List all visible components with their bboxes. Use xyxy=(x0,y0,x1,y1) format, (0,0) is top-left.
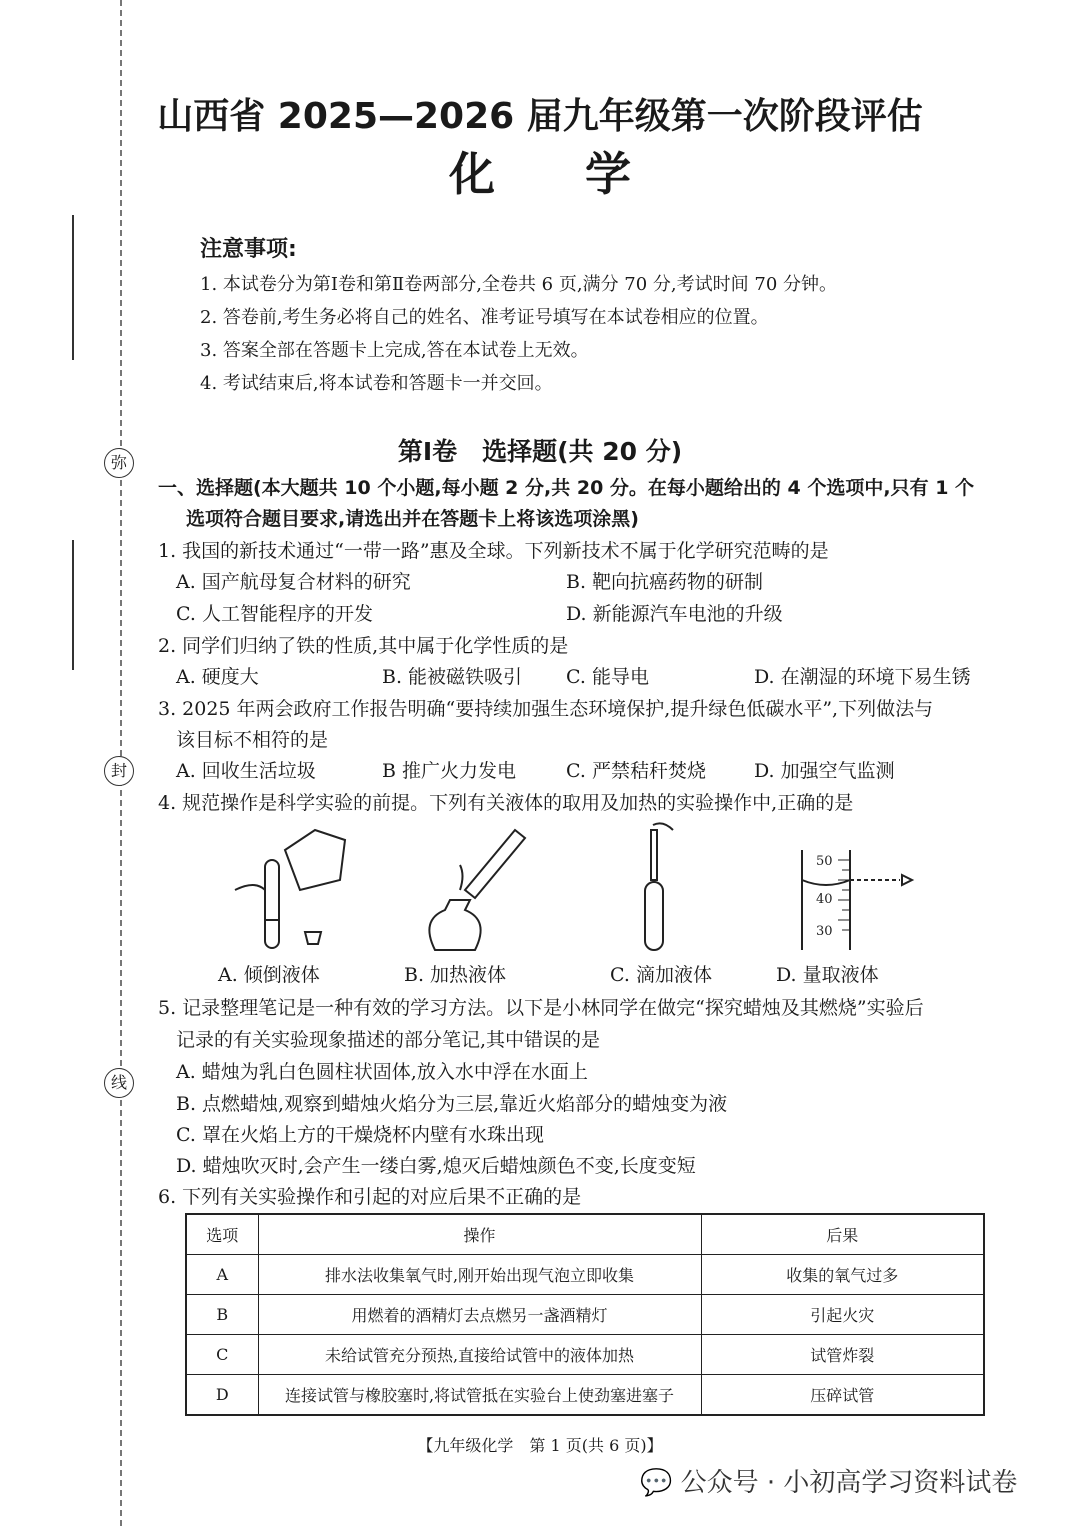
heating-liquid-figure xyxy=(425,820,535,955)
table-cell: 连接试管与橡胶塞时,将试管抵在实验台上使劲塞进塞子 xyxy=(258,1375,701,1416)
option: C. 滴加液体 xyxy=(610,964,712,986)
table-row xyxy=(186,1295,984,1335)
question-3-stem-cont: 该目标不相符的是 xyxy=(176,729,329,751)
option: B. 点燃蜡烛,观察到蜡烛火焰分为三层,靠近火焰部分的蜡烛变为液 xyxy=(176,1093,728,1115)
option: C. 严禁秸秆焚烧 xyxy=(566,760,706,782)
section-instruction: 一、选择题(本大题共 10 个小题,每小题 2 分,共 20 分。在每小题给出的 4 个选项中,只有 1 个 xyxy=(158,477,975,499)
margin-bar xyxy=(72,540,74,670)
cylinder-mark: 40 xyxy=(816,892,833,907)
notice-item: 4. 考试结束后,将本试卷和答题卡一并交回。 xyxy=(200,373,553,394)
option: D. 新能源汽车电池的升级 xyxy=(566,603,783,625)
watermark xyxy=(640,1462,1017,1499)
option: A. 国产航母复合材料的研究 xyxy=(176,571,411,593)
question-6-table xyxy=(185,1213,985,1416)
subject-title: 化学 xyxy=(449,147,721,201)
section-title: 第Ⅰ卷 选择题(共 20 分) xyxy=(397,437,683,466)
option: A. 蜡烛为乳白色圆柱状固体,放入水中浮在水面上 xyxy=(176,1061,588,1083)
seal-mi: 弥 xyxy=(104,448,134,478)
option: A. 回收生活垃圾 xyxy=(176,760,316,782)
cylinder-mark: 50 xyxy=(816,854,833,869)
option: D. 量取液体 xyxy=(776,964,879,986)
option: D. 加强空气监测 xyxy=(754,760,895,782)
pouring-liquid-figure xyxy=(225,820,355,955)
question-2-stem: 2. 同学们归纳了铁的性质,其中属于化学性质的是 xyxy=(158,635,569,657)
question-1-stem: 1. 我国的新技术通过“一带一路”惠及全球。下列新技术不属于化学研究范畴的是 xyxy=(158,540,829,562)
option: C. 人工智能程序的开发 xyxy=(176,603,373,625)
option: D. 在潮湿的环境下易生锈 xyxy=(754,666,971,688)
seal-xian: 线 xyxy=(104,1068,134,1098)
table-row xyxy=(186,1375,984,1416)
option: B. 能被磁铁吸引 xyxy=(382,666,523,688)
option: A. 硬度大 xyxy=(176,666,259,688)
table-cell: 试管炸裂 xyxy=(701,1335,984,1375)
option: B. 靶向抗癌药物的研制 xyxy=(566,571,764,593)
table-cell: D xyxy=(186,1375,258,1416)
question-5-stem: 5. 记录整理笔记是一种有效的学习方法。以下是小林同学在做完“探究蜡烛及其燃烧”实验后 xyxy=(158,997,924,1019)
table-cell: 用燃着的酒精灯去点燃另一盏酒精灯 xyxy=(258,1295,701,1335)
option: A. 倾倒液体 xyxy=(218,964,320,986)
notice-item: 2. 答卷前,考生务必将自己的姓名、准考证号填写在本试卷相应的位置。 xyxy=(200,307,769,328)
table-cell: B xyxy=(186,1295,258,1335)
notice-item: 3. 答案全部在答题卡上完成,答在本试卷上无效。 xyxy=(200,340,589,361)
seal-feng: 封 xyxy=(104,756,134,786)
table-cell: 引起火灾 xyxy=(701,1295,984,1335)
option: B. 加热液体 xyxy=(404,964,507,986)
table-header: 操作 xyxy=(258,1214,701,1255)
notice-heading: 注意事项: xyxy=(200,237,297,262)
table-cell: C xyxy=(186,1335,258,1375)
table-cell: 压碎试管 xyxy=(701,1375,984,1416)
question-6-stem: 6. 下列有关实验操作和引起的对应后果不正确的是 xyxy=(158,1186,582,1208)
watermark-text: 公众号 · 小初高学习资料试卷 xyxy=(680,1468,1018,1498)
table-cell: 未给试管充分预热,直接给试管中的液体加热 xyxy=(258,1335,701,1375)
table-cell: 收集的氧气过多 xyxy=(701,1255,984,1295)
exam-title: 山西省 2025—2026 届九年级第一次阶段评估 xyxy=(157,96,923,137)
table-header: 后果 xyxy=(701,1214,984,1255)
section-instruction: 选项符合题目要求,请选出并在答题卡上将该选项涂黑) xyxy=(186,508,639,530)
table-cell: A xyxy=(186,1255,258,1295)
table-header-row xyxy=(186,1214,984,1255)
measuring-cylinder-figure xyxy=(790,845,920,955)
margin-bar xyxy=(72,215,74,360)
table-header: 选项 xyxy=(186,1214,258,1255)
page-footer: 【九年级化学 第 1 页(共 6 页)】 xyxy=(417,1436,663,1455)
table-row xyxy=(186,1255,984,1295)
cylinder-mark: 30 xyxy=(816,924,833,939)
question-3-stem: 3. 2025 年两会政府工作报告明确“要持续加强生态环境保护,提升绿色低碳水平”,下列做法与 xyxy=(158,698,934,720)
option: B 推广火力发电 xyxy=(382,760,517,782)
dropping-liquid-figure xyxy=(625,820,695,955)
option: D. 蜡烛吹灭时,会产生一缕白雾,熄灭后蜡烛颜色不变,长度变短 xyxy=(176,1155,696,1177)
table-cell: 排水法收集氧气时,刚开始出现气泡立即收集 xyxy=(258,1255,701,1295)
notice-item: 1. 本试卷分为第Ⅰ卷和第Ⅱ卷两部分,全卷共 6 页,满分 70 分,考试时间 70 分钟。 xyxy=(200,274,837,295)
table-row xyxy=(186,1335,984,1375)
option: C. 罩在火焰上方的干燥烧杯内壁有水珠出现 xyxy=(176,1124,544,1146)
question-5-stem-cont: 记录的有关实验现象描述的部分笔记,其中错误的是 xyxy=(176,1029,601,1051)
option: C. 能导电 xyxy=(566,666,649,688)
wechat-icon: 💬 xyxy=(640,1468,681,1498)
question-4-stem: 4. 规范操作是科学实验的前提。下列有关液体的取用及加热的实验操作中,正确的是 xyxy=(158,792,854,814)
